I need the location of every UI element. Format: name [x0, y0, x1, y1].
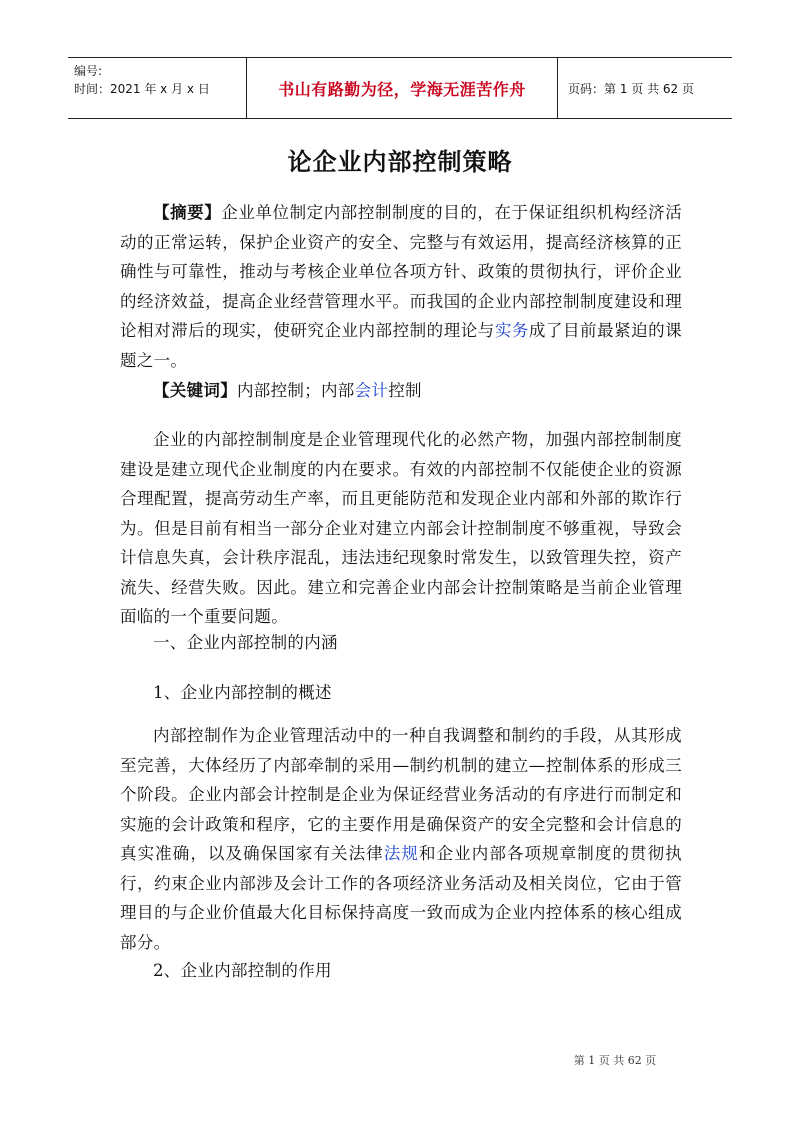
overview-text: 内部控制作为企业管理活动中的一种自我调整和制约的手段，从其形成至完善，大体经历了内部牵制的采用—制约机制的建立—控制体系的形成三个阶段。企业内部会计控制是企业为保证经营业务活动的有序进行而制定和实施的会计政策和程序，它的主要作用是确保资产的安全完整和会计信息的真实准确，以及确保国家有关法律 — [120, 726, 682, 863]
keywords-link[interactable]: 会计 — [354, 381, 389, 400]
header-motto: 书山有路勤为径，学海无涯苦作舟 — [278, 79, 526, 99]
abstract-link[interactable]: 实务 — [494, 321, 529, 340]
overview-paragraph — [120, 721, 682, 957]
page-header — [68, 57, 732, 119]
number-label: 编号: — [74, 64, 103, 78]
page-footer: 第 1 页 共 62 页 — [573, 1054, 657, 1067]
overview-text-end: 和企业内部各项规章制度的贯彻执行，约束企业内部涉及会计工作的各项经济业务活动及相关岗位，它由于管理目的与企业价值最大化目标保持高度一致而成为企业内控体系的核心组成部分。 — [120, 844, 683, 952]
section-heading-1 — [120, 628, 682, 658]
header-page-cell — [558, 58, 732, 118]
abstract-label: 【摘要】 — [153, 203, 222, 222]
intro-paragraph — [120, 425, 682, 632]
keywords-text: 内部控制；内部 — [237, 381, 355, 400]
keywords-paragraph — [120, 376, 682, 406]
intro-text: 企业的内部控制制度是企业管理现代化的必然产物，加强内部控制制度建设是建立现代企业制度的内在要求。有效的内部控制不仅能使企业的资源合理配置，提高劳动生产率，而且更能防范和发现企业内部和外部的欺诈行为。但是目前有相当一部分企业对建立内部会计控制制度不够重视，导致会计信息失真，会计秩序混乱，违法违纪现象时常发生，以致管理失控，资产流失、经营失败。因此。建立和完善企业内部会计控制策略是当前企业管理面临的一个重要问题。 — [120, 430, 682, 626]
section-heading-1-1 — [120, 678, 682, 708]
abstract-paragraph — [120, 198, 682, 375]
keywords-text-end: 控制 — [388, 381, 422, 400]
time-label: 时间：2021 年 x 月 x 日 — [74, 82, 210, 96]
overview-link[interactable]: 法规 — [383, 844, 419, 863]
section-heading-1-2 — [120, 956, 682, 986]
abstract-text-end: 成了目前最紧迫的课题之一。 — [120, 321, 682, 370]
heading-1-text: 一、企业内部控制的内涵 — [153, 633, 338, 652]
heading-2-text: 1、企业内部控制的概述 — [153, 683, 332, 702]
header-motto-cell — [246, 58, 558, 118]
keywords-label: 【关键词】 — [153, 381, 237, 400]
heading-3-text: 2、企业内部控制的作用 — [153, 961, 332, 980]
page-label: 页码：第 1 页 共 62 页 — [568, 81, 694, 96]
abstract-text: 企业单位制定内部控制制度的目的，在于保证组织机构经济活动的正常运转，保护企业资产的安全、完整与有效运用，提高经济核算的正确性与可靠性，推动与考核企业单位各项方针、政策的贯彻执行，评价企业的经济效益，提高企业经营管理水平。而我国的企业内部控制制度建设和理论相对滞后的现实，使研究企业内部控制的理论与 — [120, 203, 682, 340]
header-meta — [68, 58, 246, 118]
document-title: 论企业内部控制策略 — [287, 148, 513, 176]
